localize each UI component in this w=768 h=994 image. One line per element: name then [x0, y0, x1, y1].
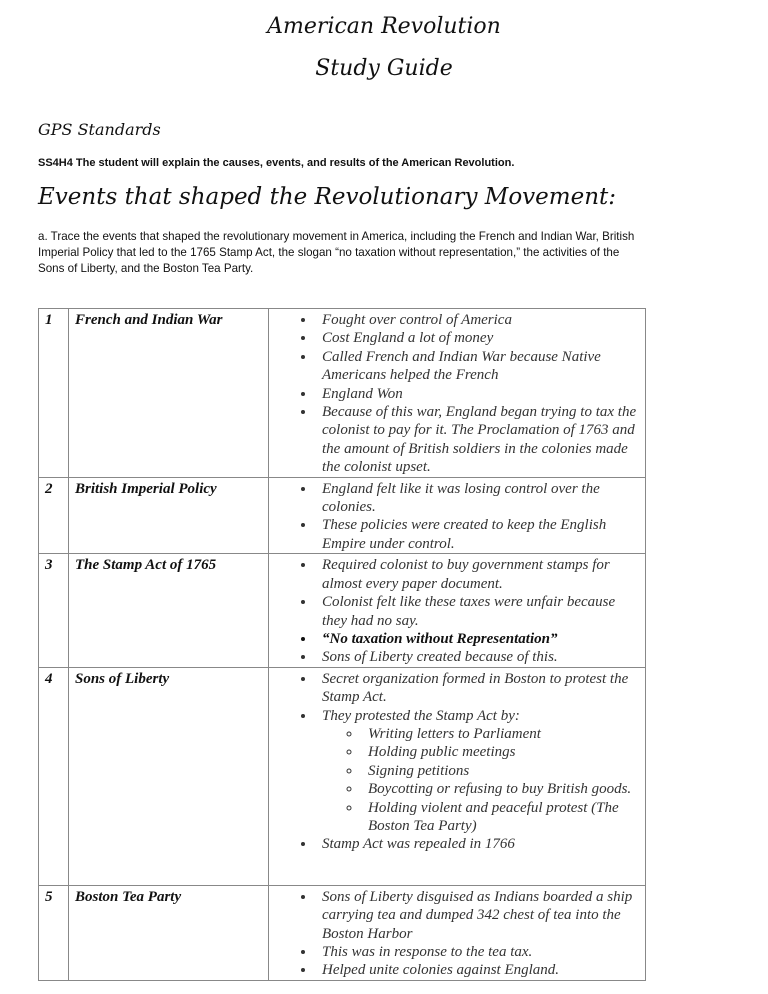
event-name: Boston Tea Party [69, 885, 269, 980]
sub-list-item: ◦ Boycotting or refusing to buy British goods. [362, 780, 639, 798]
list-item: • Cost England a lot of money [316, 329, 639, 347]
list-item [316, 707, 639, 836]
table-row [39, 885, 646, 980]
table-row [39, 309, 646, 478]
list-item: • Sons of Liberty disguised as Indians boarded a ship carrying tea and dumped 342 chest of tea into the Boston Harbor [316, 888, 639, 943]
list-item: • Called French and Indian War because Native Americans helped the French [316, 348, 639, 385]
list-item: • Sons of Liberty created because of this. [316, 648, 639, 666]
row-number: 5 [39, 885, 69, 980]
list-item: • England Won [316, 385, 639, 403]
section-text: a. Trace the events that shaped the revolutionary movement in America, including the French and Indian War, British Imperial Policy that led to the 1765 Stamp Act, the slogan “no taxation without representation,” the activities of the Sons of Liberty, and the Boston Tea Party. [38, 230, 635, 275]
list-item: • This was in response to the tea tax. [316, 943, 639, 961]
sub-list-item: ◦ Writing letters to Parliament [362, 725, 639, 743]
list-item: • Helped unite colonies against England. [316, 961, 639, 979]
standard-text: SS4H4 The student will explain the causes, events, and results of the American Revolution. [38, 157, 515, 169]
row-number: 3 [39, 554, 69, 667]
sub-list-item: ◦ Signing petitions [362, 762, 639, 780]
table-row [39, 667, 646, 885]
table-row [39, 477, 646, 554]
section-heading: Events that shaped the Revolutionary Movement: [38, 184, 616, 210]
event-notes [269, 554, 646, 667]
gps-heading: GPS Standards [38, 120, 161, 139]
event-notes [269, 885, 646, 980]
list-item: • Colonist felt like these taxes were unfair because they had no say. [316, 593, 639, 630]
row-number: 4 [39, 667, 69, 885]
sub-list-item: ◦ Holding public meetings [362, 743, 639, 761]
list-item: • Secret organization formed in Boston to protest the Stamp Act. [316, 670, 639, 707]
list-item: • Stamp Act was repealed in 1766 [316, 835, 639, 853]
list-item: • Fought over control of America [316, 311, 639, 329]
list-item: • Because of this war, England began trying to tax the colonist to pay for it. The Proclamation of 1763 and the amount of British soldiers in the colonies made the colonist upset. [316, 403, 639, 477]
list-item: • Required colonist to buy government stamps for almost every paper document. [316, 556, 639, 593]
event-name: The Stamp Act of 1765 [69, 554, 269, 667]
row-number: 2 [39, 477, 69, 554]
document-subtitle: Study Guide [315, 56, 453, 81]
document-title: American Revolution [267, 14, 501, 39]
event-name: British Imperial Policy [69, 477, 269, 554]
slogan-item: • “No taxation without Representation” [316, 630, 639, 648]
sub-list-item: ◦ Holding violent and peaceful protest (The Boston Tea Party) [362, 799, 639, 836]
list-item: • These policies were created to keep the English Empire under control. [316, 516, 639, 553]
event-notes [269, 309, 646, 478]
list-item: • England felt like it was losing control over the colonies. [316, 480, 639, 517]
row-number: 1 [39, 309, 69, 478]
event-notes [269, 477, 646, 554]
event-name: French and Indian War [69, 309, 269, 478]
event-notes [269, 667, 646, 885]
events-table [38, 308, 646, 981]
event-name: Sons of Liberty [69, 667, 269, 885]
list-item-text: They protested the Stamp Act by: [322, 707, 520, 724]
table-row [39, 554, 646, 667]
